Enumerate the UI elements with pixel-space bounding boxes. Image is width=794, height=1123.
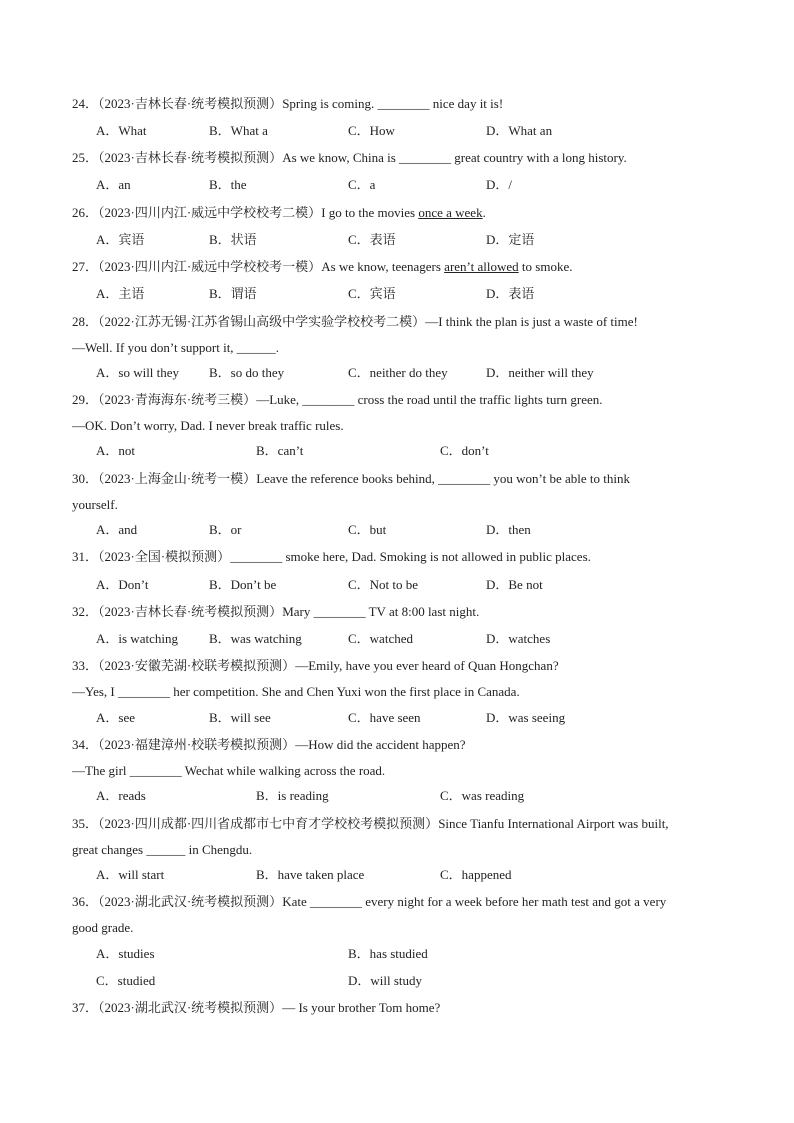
- question-35-stem: 35．（2023·四川成都·四川省成都市七中育才学校校考模拟预测）Since Tianfu International Airport was built,: [72, 816, 669, 831]
- underlined-phrase: once a week: [418, 205, 483, 220]
- option-a[interactable]: A．and: [96, 522, 138, 537]
- option-b[interactable]: B．will see: [209, 710, 271, 725]
- question-36-line2: good grade.: [72, 920, 134, 935]
- option-b[interactable]: B．Don’t be: [209, 577, 277, 592]
- option-b[interactable]: B．状语: [209, 232, 257, 247]
- option-a[interactable]: A．is watching: [96, 631, 178, 646]
- option-d[interactable]: D．定语: [486, 232, 535, 247]
- question-24-stem: 24．（2023·吉林长春·统考模拟预测）Spring is coming. ________ nice day it is!: [72, 96, 504, 111]
- option-b[interactable]: B．谓语: [209, 286, 257, 301]
- question-34-line2: —The girl ________ Wechat while walking across the road.: [72, 763, 386, 778]
- option-c[interactable]: C．宾语: [348, 286, 396, 301]
- option-c[interactable]: C．表语: [348, 232, 396, 247]
- option-b[interactable]: B．was watching: [209, 631, 302, 646]
- question-33-stem: 33．（2023·安徽芜湖·校联考模拟预测）—Emily, have you ever heard of Quan Hongchan?: [72, 658, 559, 673]
- option-a[interactable]: A．not: [96, 443, 136, 458]
- question-28-line2: —Well. If you don’t support it, ______.: [72, 340, 280, 355]
- option-c[interactable]: C．Not to be: [348, 577, 419, 592]
- option-d[interactable]: D．will study: [348, 973, 423, 988]
- question-37-stem: 37．（2023·湖北武汉·统考模拟预测）— Is your brother Tom home?: [72, 1000, 441, 1015]
- option-c[interactable]: C．don’t: [440, 443, 489, 458]
- option-d[interactable]: D．/: [486, 177, 513, 192]
- question-35-line2: great changes ______ in Chengdu.: [72, 842, 253, 857]
- option-d[interactable]: D．watches: [486, 631, 551, 646]
- question-32-stem: 32．（2023·吉林长春·统考模拟预测）Mary ________ TV at 8:00 last night.: [72, 604, 480, 619]
- question-29-stem: 29．（2023·青海海东·统考三模）—Luke, ________ cross the road until the traffic lights turn green.: [72, 392, 603, 407]
- option-b[interactable]: B．is reading: [256, 788, 329, 803]
- question-27-stem: 27．（2023·四川内江·威远中学校校考一模）As we know, teenagers aren’t allowed to smoke.: [72, 259, 573, 274]
- option-b[interactable]: B．or: [209, 522, 242, 537]
- question-30-stem: 30．（2023·上海金山·统考一模）Leave the reference books behind, ________ you won’t be able to think: [72, 471, 630, 486]
- option-a[interactable]: A．will start: [96, 867, 165, 882]
- option-d[interactable]: D．Be not: [486, 577, 543, 592]
- option-c[interactable]: C．have seen: [348, 710, 421, 725]
- option-b[interactable]: B．can’t: [256, 443, 304, 458]
- option-a[interactable]: A．reads: [96, 788, 146, 803]
- option-b[interactable]: B．so do they: [209, 365, 285, 380]
- question-30-line2: yourself.: [72, 497, 118, 512]
- question-26-stem: 26．（2023·四川内江·威远中学校校考二模）I go to the movies once a week.: [72, 205, 486, 220]
- option-a[interactable]: A．What: [96, 123, 147, 138]
- option-a[interactable]: A．so will they: [96, 365, 180, 380]
- option-c[interactable]: C．neither do they: [348, 365, 448, 380]
- option-d[interactable]: D．neither will they: [486, 365, 594, 380]
- option-c[interactable]: C．but: [348, 522, 387, 537]
- option-a[interactable]: A．宾语: [96, 232, 145, 247]
- option-b[interactable]: B．has studied: [348, 946, 428, 961]
- option-a[interactable]: A．studies: [96, 946, 155, 961]
- question-29-line2: —OK. Don’t worry, Dad. I never break traffic rules.: [72, 418, 344, 433]
- option-c[interactable]: C．happened: [440, 867, 512, 882]
- option-c[interactable]: C．watched: [348, 631, 413, 646]
- option-c[interactable]: C．a: [348, 177, 376, 192]
- option-a[interactable]: A．an: [96, 177, 131, 192]
- option-c[interactable]: C．studied: [96, 973, 156, 988]
- question-36-stem: 36．（2023·湖北武汉·统考模拟预测）Kate ________ every night for a week before her math test and got a very: [72, 894, 667, 909]
- option-c[interactable]: C．How: [348, 123, 395, 138]
- question-33-line2: —Yes, I ________ her competition. She and Chen Yuxi won the first place in Canada.: [72, 684, 520, 699]
- question-25-stem: 25．（2023·吉林长春·统考模拟预测）As we know, China is ________ great country with a long history.: [72, 150, 627, 165]
- question-28-stem: 28．（2022·江苏无锡·江苏省锡山高级中学实验学校校考二模）—I think the plan is just a waste of time!: [72, 314, 638, 329]
- option-d[interactable]: D．表语: [486, 286, 535, 301]
- option-b[interactable]: B．What a: [209, 123, 268, 138]
- option-b[interactable]: B．the: [209, 177, 247, 192]
- underlined-phrase: aren’t allowed: [444, 259, 519, 274]
- option-a[interactable]: A．Don’t: [96, 577, 149, 592]
- question-31-stem: 31．（2023·全国·模拟预测）________ smoke here, Dad. Smoking is not allowed in public places.: [72, 549, 591, 564]
- option-c[interactable]: C．was reading: [440, 788, 525, 803]
- option-a[interactable]: A．主语: [96, 286, 145, 301]
- option-b[interactable]: B．have taken place: [256, 867, 365, 882]
- option-d[interactable]: D．What an: [486, 123, 553, 138]
- option-a[interactable]: A．see: [96, 710, 135, 725]
- option-d[interactable]: D．was seeing: [486, 710, 566, 725]
- option-d[interactable]: D．then: [486, 522, 531, 537]
- question-34-stem: 34．（2023·福建漳州·校联考模拟预测）—How did the accident happen?: [72, 737, 466, 752]
